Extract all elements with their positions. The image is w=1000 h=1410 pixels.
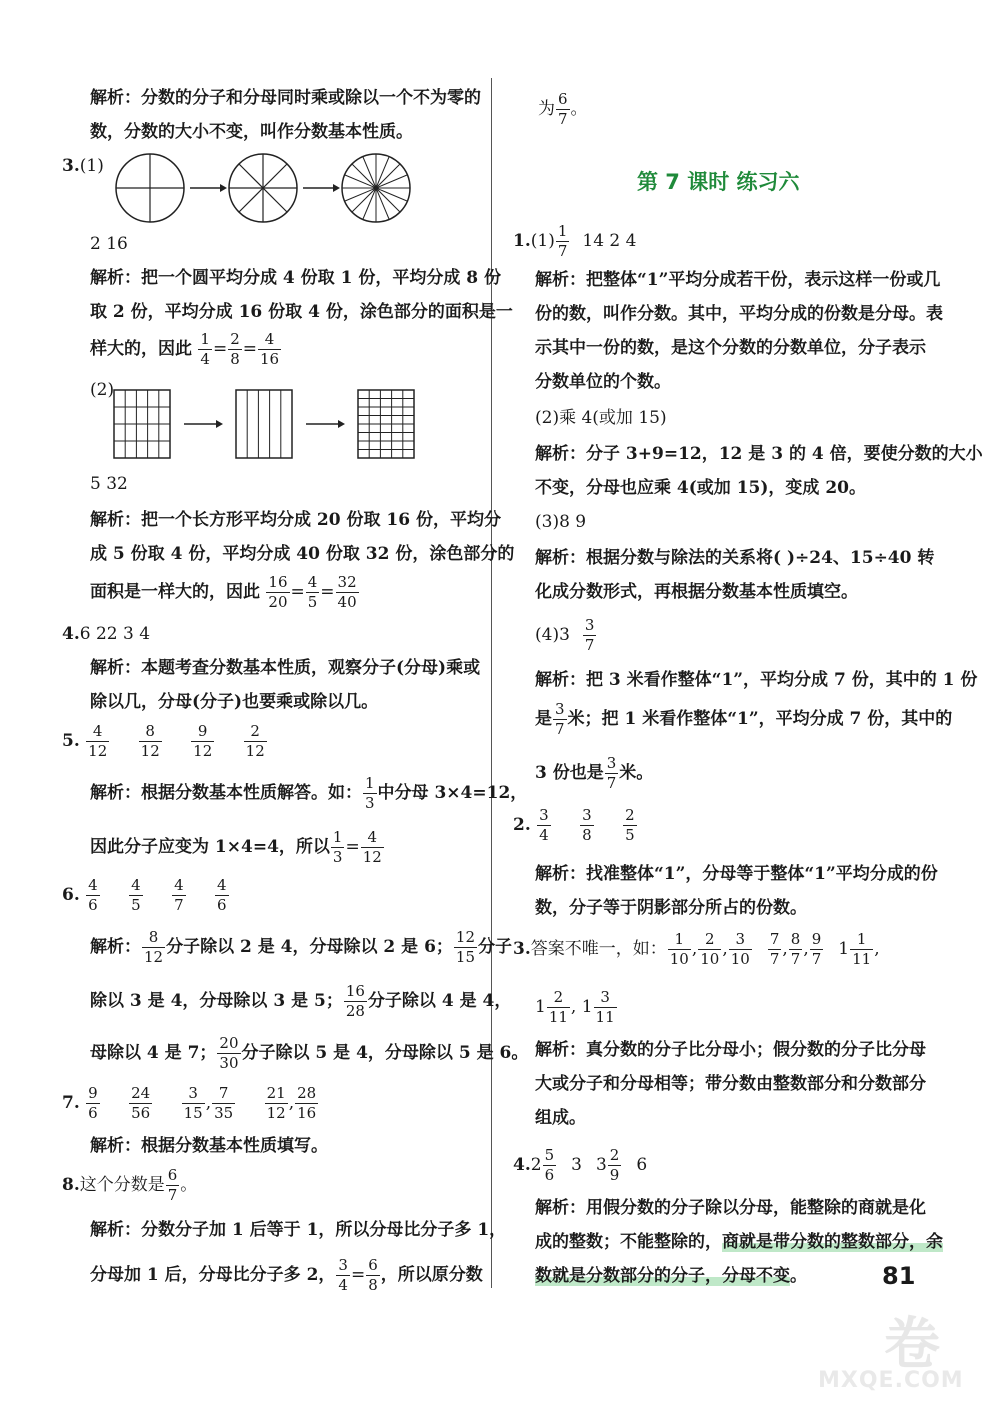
fraction: $\frac{4}{7}$ (174, 876, 184, 914)
fraction: $\frac{3}{11}$ (595, 988, 615, 1026)
fraction: $\frac{24}{56}$ (131, 1084, 151, 1122)
analysis-line: 分母加 1 后，分母比分子多 2， $\frac{3}{4}$ = $\frac{6}{8}$ ，所以原分数 (90, 1256, 483, 1294)
analysis-line: 面积是一样大的，因此 $\frac{16}{20}$ = $\frac{4}{5}$ = $\frac{32}{40}$ (90, 573, 357, 611)
analysis-line: 样大的，因此 $\frac{1}{4}$ = $\frac{2}{8}$ = $\frac{4}{16}$ (90, 330, 280, 368)
page-number: 81 (882, 1262, 916, 1290)
fraction: $\frac{6}{7}$ (558, 90, 568, 128)
fraction: $\frac{5}{6}$ (544, 1146, 555, 1184)
fraction: $\frac{2}{10}$ (700, 930, 720, 968)
analysis-line: 解析：把一个长方形平均分成 20 份取 16 份，平均分 (90, 510, 501, 530)
analysis-line: 大或分子和分母相等；带分数由整数部分和分数部分 (535, 1074, 926, 1094)
fraction: $\frac{2}{11}$ (548, 988, 568, 1026)
fraction: $\frac{4}{5}$ (131, 876, 141, 914)
fraction: $\frac{4}{16}$ (260, 330, 280, 368)
fraction: $\frac{21}{12}$ (266, 1084, 286, 1122)
analysis-line: 解析：根据分数与除法的关系将( )÷24、15÷40 转 (535, 548, 935, 568)
fraction: $\frac{4}{12}$ (88, 722, 108, 760)
analysis-line: 示其中一份的数，是这个分数的分数单位，分子表示 (535, 338, 926, 358)
fraction: $\frac{3}{8}$ (582, 806, 592, 844)
fraction: $\frac{3}{7}$ (606, 754, 617, 792)
fraction: $\frac{9}{6}$ (88, 1084, 98, 1122)
analysis-line: 解析：分子 3+9=12，12 是 3 的 4 倍，要使分数的大小 (535, 444, 983, 464)
fraction: $\frac{4}{5}$ (307, 573, 318, 611)
question-number: 3. (62, 156, 80, 176)
grid-5-parts (236, 390, 292, 458)
watermark-glyph: 卷 (884, 1312, 940, 1377)
analysis-line: 母除以 4 是 7； $\frac{20}{30}$ 分子除以 5 是 4，分母除以 5 是 6。 (90, 1034, 529, 1072)
analysis-line: 成的整数；不能整除的，商就是带分数的整数部分，余 (535, 1232, 943, 1252)
fraction: $\frac{4}{6}$ (217, 876, 227, 914)
watermark-logo (818, 1300, 988, 1400)
fraction: $\frac{28}{16}$ (297, 1084, 317, 1122)
analysis-line: 因此分子应变为 1×4=4，所以 $\frac{1}{3}$ = $\frac{4}{12}$ (90, 828, 382, 866)
analysis-line: 解析：用假分数的分子除以分母，能整除的商就是化 (535, 1198, 926, 1218)
fraction: $\frac{16}{20}$ (268, 573, 288, 611)
watermark-text: MXQE.COM (818, 1368, 964, 1393)
fraction: $\frac{6}{7}$ (167, 1166, 178, 1204)
grid-40-parts (358, 390, 414, 458)
question-1-part-4: (4)3 $\frac{3}{7}$ (535, 616, 595, 654)
fraction: $\frac{3}{4}$ (338, 1256, 348, 1294)
analysis-line: 解析：把一个圆平均分成 4 份取 1 份，平均分成 8 份 (90, 268, 501, 288)
answer-line: 2 16 (90, 234, 128, 254)
fraction: $\frac{32}{40}$ (337, 573, 357, 611)
question-1-part-1: 1.(1) $\frac{1}{7}$ 14 2 4 (513, 222, 637, 260)
analysis-line: 解析：分数的分子和分母同时乘或除以一个不为零的 (90, 88, 481, 108)
rectangle-division-figure (112, 388, 452, 460)
fraction: $\frac{1}{7}$ (557, 222, 568, 260)
question-7: 7. $\frac{9}{6}$ $\frac{24}{56}$ $\frac{3}{15}$ , $\frac{7}{35}$ $\frac{21}{12}$ , $\frac{28}{16}$ (62, 1084, 317, 1122)
circle-division-figure (114, 150, 460, 226)
analysis-line: 除以 3 是 4，分母除以 3 是 5； $\frac{16}{28}$ 分子除以 4 是 4， (90, 982, 512, 1020)
fraction: $\frac{16}{28}$ (345, 982, 365, 1020)
column-divider (491, 78, 492, 1288)
question-4: 4.2 $\frac{5}{6}$ 3 3 $\frac{2}{9}$ 6 (513, 1146, 648, 1184)
fraction: $\frac{9}{12}$ (193, 722, 213, 760)
answer-line: 5 32 (90, 474, 128, 494)
analysis-line: 除以几，分母(分子)也要乘或除以几。 (90, 692, 379, 712)
analysis-line: 3 份也是 $\frac{3}{7}$ 米。 (535, 754, 654, 792)
analysis-line: 数就是分数部分的分子，分母不变。 (535, 1266, 807, 1286)
fraction: $\frac{8}{12}$ (140, 722, 160, 760)
fraction: $\frac{6}{8}$ (368, 1256, 378, 1294)
fraction: $\frac{3}{15}$ (183, 1084, 203, 1122)
fraction: $\frac{9}{7}$ (811, 930, 822, 968)
fraction: $\frac{2}{9}$ (609, 1146, 620, 1184)
question-1-part-3: (3)8 9 (535, 512, 587, 532)
analysis-line: 解析：分数分子加 1 后等于 1，所以分母比分子多 1， (90, 1220, 507, 1240)
fraction: $\frac{20}{30}$ (219, 1034, 239, 1072)
question-6: 6. $\frac{4}{6}$ $\frac{4}{5}$ $\frac{4}{7}$ $\frac{4}{6}$ (62, 876, 227, 914)
analysis-line: 不变，分母也应乘 4(或加 15)，变成 20。 (535, 478, 866, 498)
analysis-line: 解析：把整体“1”平均分成若干份，表示这样一份或几 (535, 270, 941, 290)
fraction: $\frac{1}{11}$ (852, 930, 872, 968)
grid-20-parts (114, 390, 170, 458)
continuation-line: 为 $\frac{6}{7}$ 。 (538, 90, 588, 128)
analysis-line: 解析：真分数的分子比分母小；假分数的分子比分母 (535, 1040, 926, 1060)
analysis-line: 解析：本题考查分数基本性质，观察分子(分母)乘或 (90, 658, 481, 678)
fraction: $\frac{12}{15}$ (455, 928, 476, 966)
fraction: $\frac{3}{4}$ (539, 806, 549, 844)
fraction: $\frac{1}{4}$ (200, 330, 210, 368)
question-3-part-2: (2) (90, 380, 115, 400)
fraction: $\frac{3}{7}$ (555, 700, 565, 738)
question-8: 8.这个分数是 $\frac{6}{7}$ 。 (62, 1166, 198, 1204)
arrow-head-icon (338, 420, 345, 428)
question-5: 5. $\frac{4}{12}$ $\frac{8}{12}$ $\frac{9}{12}$ $\frac{2}{12}$ (62, 722, 265, 760)
fraction: $\frac{2}{5}$ (625, 806, 635, 844)
arrow-head-icon (216, 420, 223, 428)
analysis-line: 解析：把 3 米看作整体“1”，平均分成 7 份，其中的 1 份 (535, 670, 978, 690)
analysis-line: 化成分数形式，再根据分数基本性质填空。 (535, 582, 858, 602)
fraction: $\frac{4}{12}$ (362, 828, 382, 866)
analysis-line: 解析：找准整体“1”，分母等于整体“1”平均分成的份 (535, 864, 938, 884)
analysis-line: 组成。 (535, 1108, 586, 1128)
fraction: $\frac{1}{3}$ (332, 828, 343, 866)
question-3-part-1: 3.(1) (62, 156, 104, 176)
fraction: $\frac{2}{12}$ (245, 722, 265, 760)
analysis-line: 解析： $\frac{8}{12}$ 分子除以 2 是 4，分母除以 2 是 6； $\frac{12}{15}$ 分子 (90, 928, 513, 966)
analysis-line: 成 5 份取 4 份，平均分成 40 份取 32 份，涂色部分的 (90, 544, 515, 564)
fraction: $\frac{7}{7}$ (769, 930, 780, 968)
highlighted-text: 商就是带分数的整数部分，余 (722, 1232, 943, 1252)
analysis-line: 分数单位的个数。 (535, 372, 671, 392)
question-3: 3.答案不唯一，如： $\frac{1}{10}$ , $\frac{2}{10}$ , $\frac{3}{10}$ $\frac{7}{7}$ , $\frac{8}{7}$ , $\frac{9}{7}$ 1 $\frac{1}{11}$ , (513, 930, 880, 968)
fraction: $\frac{1}{10}$ (669, 930, 689, 968)
analysis-line: 解析：根据分数基本性质填写。 (90, 1136, 328, 1156)
fraction: $\frac{3}{10}$ (730, 930, 750, 968)
highlighted-text: 数就是分数部分的分子，分母不变 (535, 1266, 790, 1286)
fraction: $\frac{8}{7}$ (790, 930, 801, 968)
analysis-line: 取 2 份，平均分成 16 份取 4 份，涂色部分的面积是一 (90, 302, 513, 322)
analysis-line: 是 $\frac{3}{7}$ 米；把 1 米看作整体“1”，平均分成 7 份，其中的 (535, 700, 953, 738)
question-4: 4.6 22 3 4 (62, 624, 151, 644)
answer-line: 1 $\frac{2}{11}$ , 1 $\frac{3}{11}$ (535, 988, 615, 1026)
fraction: $\frac{8}{12}$ (144, 928, 164, 966)
fraction: $\frac{2}{8}$ (230, 330, 240, 368)
analysis-line: 数，分数的大小不变，叫作分数基本性质。 (90, 122, 413, 142)
fraction: $\frac{1}{3}$ (365, 774, 375, 812)
analysis-line: 解析：根据分数基本性质解答。如： $\frac{1}{3}$ 中分母 3×4=12， (90, 774, 528, 812)
fraction: $\frac{3}{7}$ (584, 616, 595, 654)
lesson-heading: 第 7 课时 练习六 (637, 170, 800, 194)
fraction: $\frac{4}{6}$ (88, 876, 98, 914)
question-1-part-2: (2)乘 4(或加 15) (535, 408, 667, 428)
fraction: $\frac{7}{35}$ (214, 1084, 234, 1122)
question-2: 2. $\frac{3}{4}$ $\frac{3}{8}$ $\frac{2}{5}$ (513, 806, 635, 844)
analysis-line: 数，分子等于阴影部分所占的份数。 (535, 898, 807, 918)
analysis-line: 份的数，叫作分数。其中，平均分成的份数是分母。表 (535, 304, 943, 324)
